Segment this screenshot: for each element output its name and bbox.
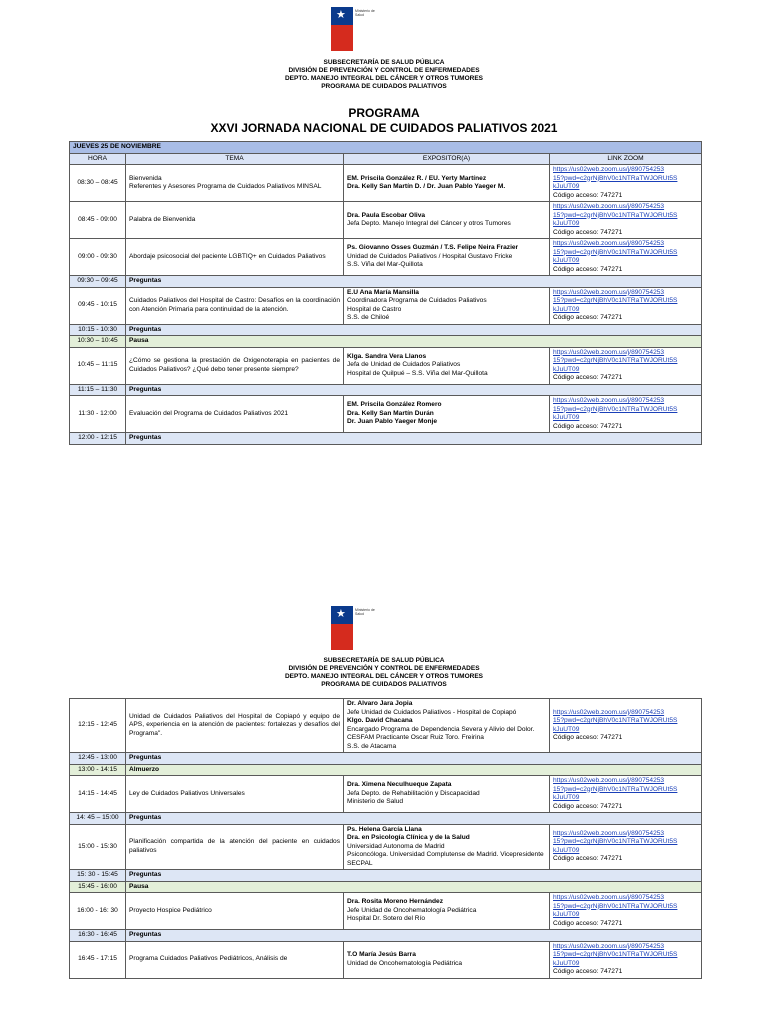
cell-line: S.S. Viña del Mar-Quillota <box>347 261 423 269</box>
zoom-cell <box>550 347 702 384</box>
session-label: Preguntas <box>126 324 702 336</box>
speaker-cell <box>344 893 550 930</box>
questions-row <box>70 753 702 765</box>
cell-line: Proyecto Hospice Pediátrico <box>129 906 212 914</box>
session-row <box>70 239 702 276</box>
session-row <box>70 824 702 870</box>
speaker-cell <box>344 776 550 813</box>
cell-line: Dr. Juan Pablo Yaeger Monje <box>347 418 438 426</box>
cell-line: EM. Priscila González R. / EU. Yerty Martínez <box>347 174 487 182</box>
cell-line: Dra. en Psicología Clínica y de la Salud <box>347 834 470 841</box>
zoom-link[interactable]: kJuUT09 <box>553 365 580 373</box>
zoom-link[interactable]: 15?pwd=c2grNjBhV0c1NTRaTWJORUt5S <box>553 211 678 219</box>
cell-line: Hospital de Castro <box>347 305 402 313</box>
zoom-link[interactable]: kJuUT09 <box>553 220 580 227</box>
speaker-cell <box>344 202 550 239</box>
cell-line: Coordinadora Programa de Cuidados Paliativos <box>347 297 487 304</box>
questions-row <box>70 276 702 288</box>
zoom-cell <box>550 239 702 276</box>
zoom-link[interactable]: kJuUT09 <box>553 183 580 190</box>
header-line: DIVISIÓN DE PREVENCIÓN Y CONTROL DE ENFERMEDADES <box>288 665 480 672</box>
zoom-link[interactable]: https://us02web.zoom.us/j/890754253 <box>553 288 665 296</box>
header-line: DEPTO. MANEJO INTEGRAL DEL CÁNCER Y OTROS TUMORES <box>284 75 484 82</box>
cell-line: Unidad de Cuidados Paliativos / Hospital Gustavo Fricke <box>347 252 513 260</box>
questions-row <box>70 930 702 942</box>
cell-line: Universidad Autonoma de Madrid <box>347 842 445 850</box>
ministerio-logo <box>331 606 375 650</box>
star-icon: ★ <box>336 9 346 21</box>
cell-line: Bienvenida <box>129 174 162 182</box>
topic-cell <box>126 202 344 239</box>
access-code: Código acceso: 747271 <box>553 374 623 381</box>
time-cell: 16:00 - 16: 30 <box>70 893 126 930</box>
time-cell: 12:45 - 13:00 <box>70 753 126 765</box>
cell-line: Evaluación del Programa de Cuidados Paliativos 2021 <box>129 409 289 417</box>
zoom-link[interactable]: kJuUT09 <box>553 911 580 918</box>
cell-line: Jefe Unidad de Oncohematología Pediátrica <box>347 906 477 914</box>
questions-row <box>70 813 702 825</box>
zoom-link[interactable]: kJuUT09 <box>553 846 580 854</box>
session-label: Preguntas <box>126 433 702 445</box>
cell-line: Klga. Sandra Vera Llanos <box>347 352 427 360</box>
zoom-link[interactable]: 15?pwd=c2grNjBhV0c1NTRaTWJORUt5S <box>553 174 678 182</box>
cell-line: T.O María Jesús Barra <box>347 951 416 958</box>
time-cell: 15:45 - 16:00 <box>70 881 126 893</box>
cell-line: Encargado Programa de Dependencia Severa y Alivio del Dolor. CESFAM Practicante Oscar Ruiz Toro. Freirina <box>347 725 535 741</box>
column-header: EXPOSITOR(A) <box>344 153 550 165</box>
access-code: Código acceso: 747271 <box>553 802 623 810</box>
zoom-link[interactable]: https://us02web.zoom.us/j/890754253 <box>553 777 665 784</box>
zoom-link[interactable]: https://us02web.zoom.us/j/890754253 <box>553 942 665 950</box>
cell-line: ¿Cómo se gestiona la prestación de Oxigenoterapia en pacientes de Cuidados Paliativos? ¿Qué debo tener presente siempre? <box>129 357 340 373</box>
zoom-cell <box>550 699 702 753</box>
cell-line: Jefa Depto. Manejo Integral del Cáncer y otros Tumores <box>347 220 511 227</box>
access-code: Código acceso: 747271 <box>553 422 623 430</box>
access-code: Código acceso: 747271 <box>553 919 623 927</box>
star-icon: ★ <box>336 608 346 620</box>
schedule-table-1 <box>69 141 702 445</box>
cell-line: Jefe Unidad de Cuidados Paliativos - Hospital de Copiapó <box>347 708 517 716</box>
cell-line: Jefa Depto. de Rehabilitación y Discapacidad <box>347 789 480 797</box>
page-1 <box>0 0 768 500</box>
cell-line: Abordaje psicosocial del paciente LGBTIQ+ en Cuidados Paliativos <box>129 252 326 260</box>
zoom-link[interactable]: 15?pwd=c2grNjBhV0c1NTRaTWJORUt5S <box>553 297 678 304</box>
zoom-link[interactable]: kJuUT09 <box>553 725 580 733</box>
session-label: Preguntas <box>126 930 702 942</box>
cell-line: Psiconcóloga. Universidad Complutense de Madrid. Vicepresidente SECPAL <box>347 851 544 867</box>
cell-line: S.S. de Atacama <box>347 742 397 750</box>
zoom-cell <box>550 893 702 930</box>
zoom-cell <box>550 941 702 978</box>
time-cell: 08:30 – 08:45 <box>70 165 126 202</box>
access-code: Código acceso: 747271 <box>553 265 623 273</box>
time-cell: 13:00 - 14:15 <box>70 764 126 776</box>
cell-line: Dra. Kelly San Martín Durán <box>347 409 434 417</box>
cell-line: Hospital de Quilpué – S.S. Viña del Mar-Quillota <box>347 369 488 377</box>
zoom-link[interactable]: kJuUT09 <box>553 794 580 801</box>
zoom-link[interactable]: https://us02web.zoom.us/j/890754253 <box>553 894 665 901</box>
session-label: Pausa <box>126 881 702 893</box>
questions-row <box>70 433 702 445</box>
zoom-link[interactable]: https://us02web.zoom.us/j/890754253 <box>553 240 665 247</box>
zoom-link[interactable]: https://us02web.zoom.us/j/890754253 <box>553 348 665 356</box>
access-code: Código acceso: 747271 <box>553 314 623 321</box>
cell-line: Cuidados Paliativos del Hospital de Castro: Desafíos en la coordinación con Atención Primaria para continuidad de la atención. <box>129 297 340 313</box>
zoom-link[interactable]: 15?pwd=c2grNjBhV0c1NTRaTWJORUt5S <box>553 405 678 413</box>
access-code: Código acceso: 747271 <box>553 855 623 863</box>
questions-row <box>70 870 702 882</box>
title-jornada: XXVI JORNADA NACIONAL DE CUIDADOS PALIATIVOS 2021 <box>210 121 558 135</box>
zoom-cell <box>550 824 702 870</box>
time-cell: 11:15 – 11:30 <box>70 384 126 396</box>
cell-line: Referentes y Asesores Programa de Cuidados Paliativos MINSAL <box>129 183 322 190</box>
session-row <box>70 699 702 753</box>
cell-line: Ps. Helena García Llana <box>347 825 422 833</box>
time-cell: 10:30 – 10:45 <box>70 336 126 348</box>
zoom-link[interactable]: 15?pwd=c2grNjBhV0c1NTRaTWJORUt5S <box>553 717 678 724</box>
zoom-link[interactable]: 15?pwd=c2grNjBhV0c1NTRaTWJORUt5S <box>553 248 678 256</box>
zoom-cell <box>550 396 702 433</box>
session-row <box>70 287 702 324</box>
page-title <box>0 106 768 136</box>
cell-line: Palabra de Bienvenida <box>129 215 196 223</box>
time-cell: 08:45 - 09:00 <box>70 202 126 239</box>
session-row <box>70 202 702 239</box>
cell-line: Hospital Dr. Sotero del Río <box>347 915 426 923</box>
session-label: Almuerzo <box>126 764 702 776</box>
zoom-link[interactable]: https://us02web.zoom.us/j/890754253 <box>553 397 665 404</box>
zoom-link[interactable]: 15?pwd=c2grNjBhV0c1NTRaTWJORUt5S <box>553 951 678 958</box>
header-line: DEPTO. MANEJO INTEGRAL DEL CÁNCER Y OTROS TUMORES <box>284 673 484 680</box>
time-cell: 10:45 – 11:15 <box>70 347 126 384</box>
cell-line: Dra. Rosita Moreno Hernández <box>347 898 443 906</box>
column-header: TEMA <box>126 153 344 165</box>
topic-cell <box>126 776 344 813</box>
speaker-cell <box>344 396 550 433</box>
break-row <box>70 336 702 348</box>
session-label: Preguntas <box>126 384 702 396</box>
header-line: PROGRAMA DE CUIDADOS PALIATIVOS <box>321 681 447 688</box>
zoom-link[interactable]: kJuUT09 <box>553 257 580 264</box>
speaker-cell <box>344 347 550 384</box>
logo-text: Ministerio de Salud <box>355 608 375 616</box>
time-cell: 12:15 - 12:45 <box>70 699 126 753</box>
cell-line: Ps. Giovanno Osses Guzmán / T.S. Felipe Neira Frazier <box>347 244 519 252</box>
cell-line: Ley de Cuidados Paliativos Universales <box>129 789 245 797</box>
header-line: DIVISIÓN DE PREVENCIÓN Y CONTROL DE ENFERMEDADES <box>288 67 480 74</box>
time-cell: 12:00 - 12:15 <box>70 433 126 445</box>
title-programa: PROGRAMA <box>348 106 420 120</box>
topic-cell <box>126 347 344 384</box>
column-header-row <box>70 153 702 165</box>
session-label: Preguntas <box>126 276 702 288</box>
session-row <box>70 347 702 384</box>
zoom-link[interactable]: kJuUT09 <box>553 959 580 967</box>
column-header: HORA <box>70 153 126 165</box>
zoom-link[interactable]: 15?pwd=c2grNjBhV0c1NTRaTWJORUt5S <box>553 357 678 364</box>
session-row <box>70 165 702 202</box>
zoom-link[interactable]: https://us02web.zoom.us/j/890754253 <box>553 708 665 716</box>
time-cell: 09:00 - 09:30 <box>70 239 126 276</box>
time-cell: 09:45 - 10:15 <box>70 287 126 324</box>
session-row <box>70 893 702 930</box>
access-code: Código acceso: 747271 <box>553 734 623 741</box>
lunch-row <box>70 764 702 776</box>
questions-row <box>70 324 702 336</box>
cell-line: Programa Cuidados Paliativos Pediátricos, Análisis de <box>129 955 288 963</box>
ministerio-logo <box>331 7 375 51</box>
cell-line: Dr. Alvaro Jara Jopia <box>347 700 413 707</box>
speaker-cell <box>344 699 550 753</box>
session-label: Preguntas <box>126 870 702 882</box>
cell-line: E.U Ana María Mansilla <box>347 288 419 296</box>
time-cell: 10:15 - 10:30 <box>70 324 126 336</box>
time-cell: 14:15 - 14:45 <box>70 776 126 813</box>
zoom-cell <box>550 165 702 202</box>
topic-cell <box>126 699 344 753</box>
day-row <box>70 142 702 154</box>
time-cell: 14: 45 – 15:00 <box>70 813 126 825</box>
header-block <box>0 59 768 91</box>
cell-line: EM. Priscila González Romero <box>347 401 442 409</box>
speaker-cell <box>344 824 550 870</box>
questions-row <box>70 384 702 396</box>
header-line: SUBSECRETARÍA DE SALUD PÚBLICA <box>323 59 445 66</box>
access-code: Código acceso: 747271 <box>553 228 623 236</box>
cell-line: Dra. Paula Escobar Oliva <box>347 211 426 219</box>
time-cell: 15: 30 - 15:45 <box>70 870 126 882</box>
access-code: Código acceso: 747271 <box>553 191 623 199</box>
speaker-cell <box>344 287 550 324</box>
schedule-table-2 <box>69 698 702 979</box>
time-cell: 16:30 - 16:45 <box>70 930 126 942</box>
cell-line: Dra. Kelly San Martín D. / Dr. Juan Pablo Yaeger M. <box>347 183 506 190</box>
day-label: JUEVES 25 DE NOVIEMBRE <box>70 142 702 154</box>
column-header: LINK ZOOM <box>550 153 702 165</box>
speaker-cell <box>344 165 550 202</box>
speaker-cell <box>344 239 550 276</box>
zoom-link[interactable]: kJuUT09 <box>553 414 580 421</box>
session-row <box>70 941 702 978</box>
zoom-cell <box>550 202 702 239</box>
header-line: SUBSECRETARÍA DE SALUD PÚBLICA <box>323 657 445 664</box>
time-cell: 11:30 - 12:00 <box>70 396 126 433</box>
zoom-link[interactable]: 15?pwd=c2grNjBhV0c1NTRaTWJORUt5S <box>553 785 678 793</box>
session-label: Preguntas <box>126 813 702 825</box>
header-block <box>0 657 768 689</box>
topic-cell <box>126 824 344 870</box>
zoom-link[interactable]: kJuUT09 <box>553 305 580 313</box>
time-cell: 09:30 – 09:45 <box>70 276 126 288</box>
topic-cell <box>126 239 344 276</box>
logo-text: Ministerio de Salud <box>355 9 375 17</box>
cell-line: Jefa de Unidad de Cuidados Paliativos <box>347 361 461 369</box>
cell-line: Dra. Ximena Neculhueque Zapata <box>347 781 452 789</box>
session-label: Preguntas <box>126 753 702 765</box>
topic-cell <box>126 396 344 433</box>
time-cell: 16:45 - 17:15 <box>70 941 126 978</box>
topic-cell <box>126 941 344 978</box>
page-2 <box>0 600 768 1024</box>
topic-cell <box>126 287 344 324</box>
zoom-link[interactable]: https://us02web.zoom.us/j/890754253 <box>553 829 665 837</box>
access-code: Código acceso: 747271 <box>553 968 623 975</box>
zoom-link[interactable]: 15?pwd=c2grNjBhV0c1NTRaTWJORUt5S <box>553 838 678 846</box>
speaker-cell <box>344 941 550 978</box>
cell-line: Ministerio de Salud <box>347 798 404 806</box>
zoom-link[interactable]: 15?pwd=c2grNjBhV0c1NTRaTWJORUt5S <box>553 902 678 910</box>
topic-cell <box>126 893 344 930</box>
cell-line: Planificación compartida de la atención del paciente en cuidados paliativos <box>129 838 340 854</box>
header-line: PROGRAMA DE CUIDADOS PALIATIVOS <box>321 83 447 90</box>
session-row <box>70 776 702 813</box>
session-label: Pausa <box>126 336 702 348</box>
time-cell: 15:00 - 15:30 <box>70 824 126 870</box>
zoom-cell <box>550 287 702 324</box>
cell-line: S.S. de Chiloé <box>347 314 390 321</box>
zoom-cell <box>550 776 702 813</box>
cell-line: Unidad de Cuidados Paliativos del Hospital de Copiapó y equipo de APS, experiencia en la atención de pacientes: fortalezas y desafíos del Programa". <box>129 712 340 737</box>
session-row <box>70 396 702 433</box>
zoom-link[interactable]: https://us02web.zoom.us/j/890754253 <box>553 166 665 173</box>
topic-cell <box>126 165 344 202</box>
break-row <box>70 881 702 893</box>
cell-line: Unidad de Oncohematología Pediátrica <box>347 959 463 967</box>
cell-line: Klgo. David Chacana <box>347 717 413 724</box>
zoom-link[interactable]: https://us02web.zoom.us/j/890754253 <box>553 203 665 210</box>
